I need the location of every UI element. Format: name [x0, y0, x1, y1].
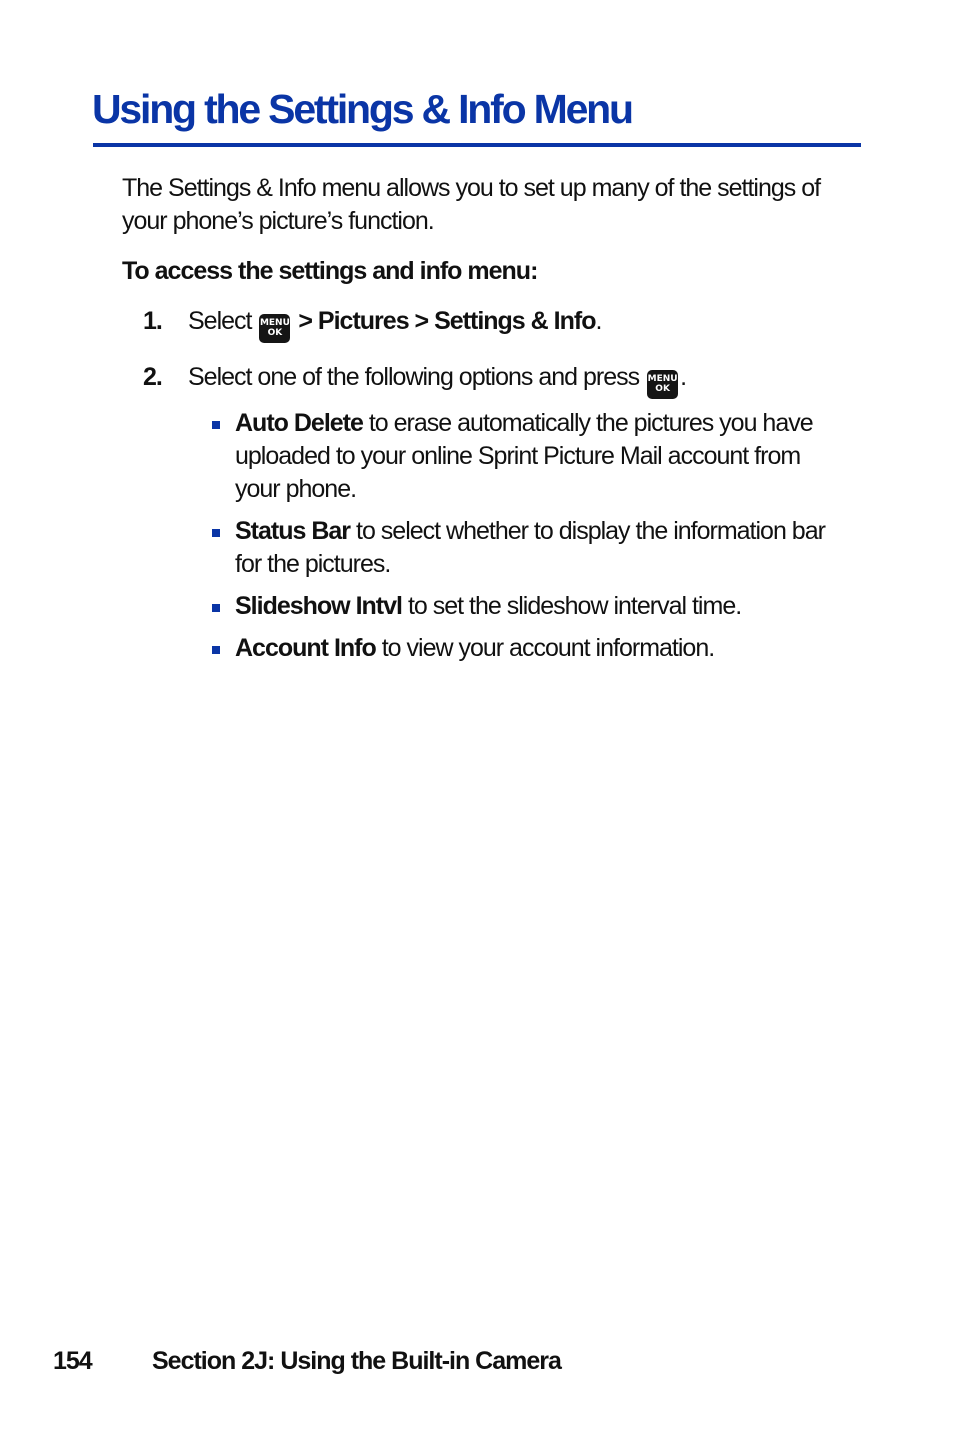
- instructions-lead: To access the settings and info menu:: [122, 257, 538, 285]
- page-number: 154: [53, 1347, 92, 1375]
- content: [122, 172, 842, 683]
- option-auto-delete: [188, 407, 842, 506]
- option-account-info: [188, 632, 842, 665]
- step-2: 2. Select one of the following options and press MENU OK . Auto Delete to erase automatically the pictures you have uploaded to your online Sprint Picture Mail account from your phone. Status Bar to select whether to display the information bar for the pictures. Slideshow Intvl to set the slideshow interval time. Account Info to view your account information.: [122, 361, 842, 665]
- option-term: Account Info: [235, 634, 376, 662]
- menu-ok-key-icon: MENU OK: [647, 370, 678, 399]
- option-description: to select whether to display the information bar for the pictures.: [235, 517, 825, 578]
- menu-ok-key-icon: MENU OK: [259, 314, 290, 343]
- step-text: Select: [188, 307, 252, 335]
- option-list: [188, 407, 842, 665]
- step-1: 1. Select MENU OK > Pictures > Settings & Info.: [122, 305, 842, 343]
- square-bullet-icon: [212, 529, 220, 537]
- square-bullet-icon: [212, 421, 220, 429]
- square-bullet-icon: [212, 604, 220, 612]
- menu-path: > Pictures > Settings & Info: [298, 307, 596, 335]
- option-description: to view your account information.: [381, 634, 715, 662]
- page-footer: [53, 1347, 561, 1376]
- step-number: 1.: [143, 307, 162, 335]
- step-number: 2.: [143, 363, 162, 391]
- step-list: [122, 305, 842, 665]
- step-text: Select one of the following options and press: [188, 363, 640, 391]
- option-description: to erase automatically the pictures you have uploaded to your online Sprint Picture Mail account from your phone.: [235, 409, 813, 503]
- option-slideshow-intvl: [188, 590, 842, 623]
- square-bullet-icon: [212, 646, 220, 654]
- page-title: Using the Settings & Info Menu: [92, 86, 632, 132]
- intro-paragraph: The Settings & Info menu allows you to set up many of the settings of your phone’s picture’s function.: [122, 174, 821, 235]
- title-rule: [93, 143, 861, 147]
- option-term: Slideshow Intvl: [235, 592, 402, 620]
- option-description: to set the slideshow interval time.: [407, 592, 742, 620]
- option-term: Auto Delete: [235, 409, 363, 437]
- section-title: Section 2J: Using the Built-in Camera: [152, 1347, 561, 1375]
- option-term: Status Bar: [235, 517, 351, 545]
- option-status-bar: [188, 515, 842, 581]
